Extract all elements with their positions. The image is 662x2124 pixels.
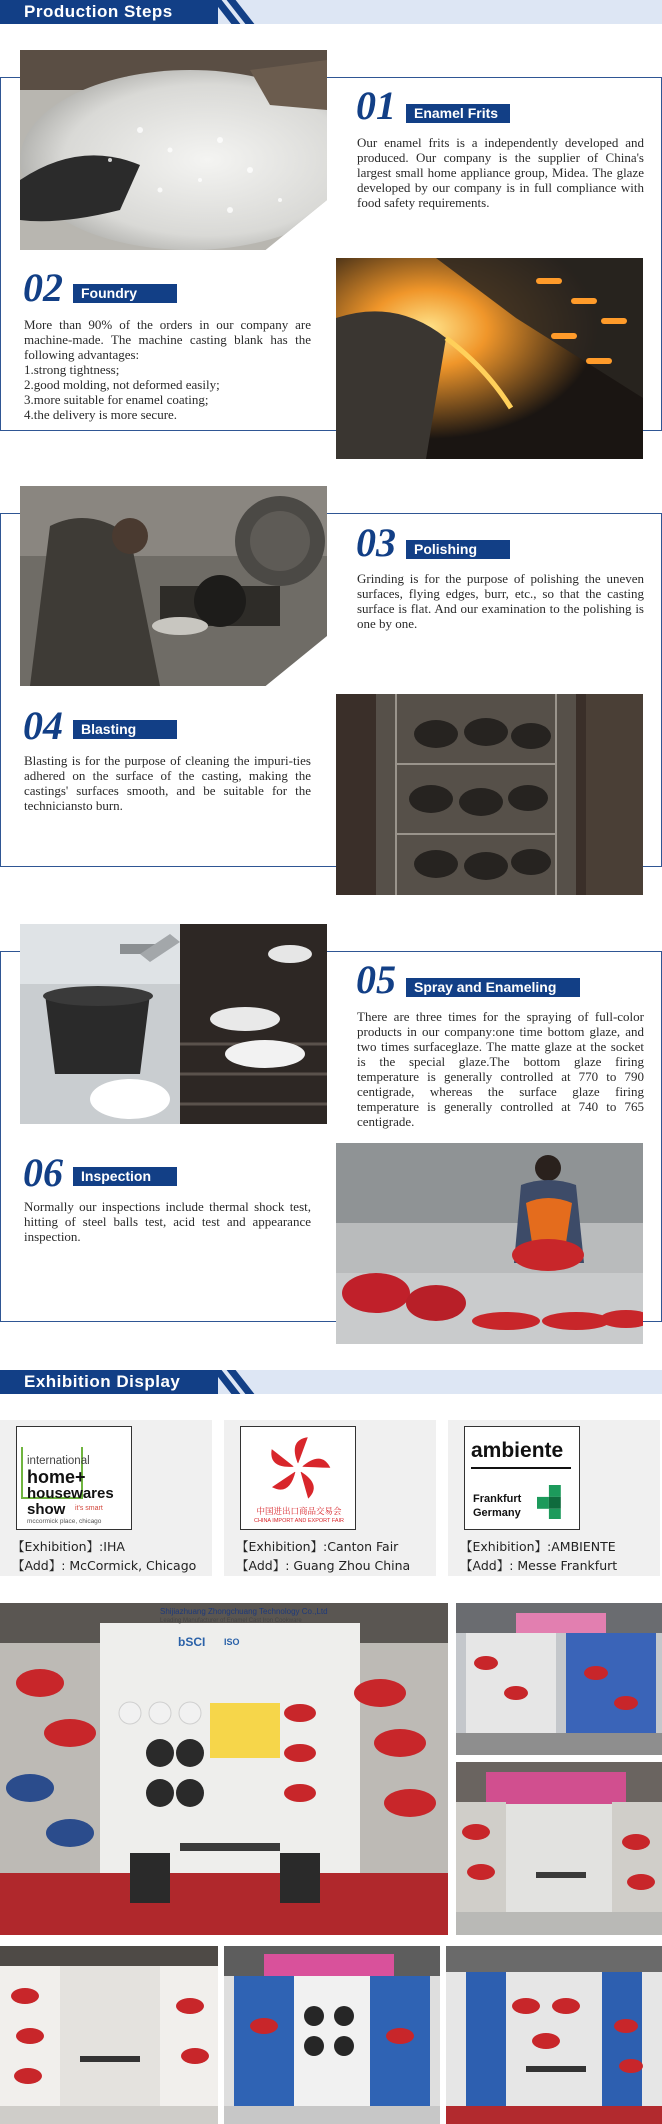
booth-photo-main (0, 1603, 448, 1935)
foundry-photo (336, 258, 643, 459)
exhibition-name: 【Exhibition】:AMBIENTE (460, 1539, 616, 1554)
description-text: 4.the delivery is more secure. (24, 407, 178, 422)
ambiente-logo (464, 1426, 580, 1530)
booth-photo (446, 1946, 662, 2124)
booth-sign-iso: ISO (224, 1637, 240, 1647)
polishing-photo (20, 486, 327, 686)
logo-text: international (27, 1455, 90, 1467)
exhibition-display-header (0, 1370, 662, 1394)
logo-tagline: it's smart (75, 1505, 103, 1512)
logo-cn-text: 中国进出口商品交易会 (256, 1507, 342, 1517)
step-number: 01 (356, 83, 396, 128)
step-number: 03 (356, 520, 396, 565)
step-number: 05 (356, 957, 396, 1002)
canton-flower-icon (263, 1433, 333, 1503)
canton-fair-logo (240, 1426, 356, 1530)
production-steps-header (0, 0, 662, 24)
logo-city: Frankfurt (473, 1493, 522, 1505)
exhibition-name: 【Exhibition】:Canton Fair (236, 1539, 399, 1554)
description-text: Normally our inspections include thermal shock test, hitting of steel balls test, acid test and appearance inspection. (24, 1199, 311, 1244)
exhibition-name: 【Exhibition】:IHA (12, 1539, 125, 1554)
step-title: Spray and Enameling (406, 978, 580, 997)
logo-text: show (27, 1501, 66, 1518)
exhibition-card-ambiente (448, 1420, 660, 1576)
description-text: More than 90% of the orders in our company are machine-made. The machine casting blank has the following advantages: (24, 317, 311, 362)
step-description (357, 135, 644, 210)
logo-name: ambiente (471, 1439, 564, 1462)
step-number: 02 (23, 265, 63, 310)
description-text: 3.more suitable for enamel coating; (24, 392, 209, 407)
booth-photo (224, 1946, 440, 2124)
exhibition-address: 【Add】: Guang Zhou China (236, 1558, 411, 1573)
booth-photo (0, 1946, 218, 2124)
step-title: Polishing (406, 540, 510, 559)
booth-sign-company: Shijiazhuang Zhongchuang Technology Co.,Ltd (160, 1607, 328, 1616)
description-text: 2.good molding, not deformed easily; (24, 377, 220, 392)
step-number: 04 (23, 703, 63, 748)
description-text: Blasting is for the purpose of cleaning the impuri-ties adhered on the surface of the casting, making the castings' surfaces smooth, and be suitable for the techniciansto burn. (24, 753, 311, 813)
enamel-frits-photo (20, 50, 327, 250)
booth-photo (456, 1603, 662, 1755)
step-title: Inspection (73, 1167, 177, 1186)
step-description (357, 1009, 644, 1129)
step-description (24, 1199, 311, 1244)
exhibition-card-iha (0, 1420, 212, 1576)
logo-en-text: CHINA IMPORT AND EXPORT FAIR (253, 1518, 345, 1524)
description-text: There are three times for the spraying of full-color products in our company:one time bottom glaze, and two times surfaceglaze. The matte glaze at the socket is the special glaze.The bottom glaze firing temperature is generally controlled at 770 to 790 centigrade, whereas the surface glaze firing temperature is generally controlled at 740 to 765 centigrade. (357, 1009, 644, 1129)
exhibition-card-canton-fair (224, 1420, 436, 1576)
logo-text: home+ (27, 1467, 86, 1487)
exhibition-address: 【Add】: Messe Frankfurt (460, 1558, 618, 1573)
booth-sign-bsci: bSCI (178, 1635, 206, 1649)
spray-enameling-photo (20, 924, 327, 1124)
step-description (24, 753, 311, 813)
step-title: Enamel Frits (406, 104, 510, 123)
inspection-photo (336, 1143, 643, 1344)
blasting-photo (336, 694, 643, 895)
section-title: Exhibition Display (0, 1370, 218, 1394)
logo-text: housewares (27, 1485, 114, 1502)
step-description (357, 571, 644, 631)
description-text: 1.strong tightness; (24, 362, 120, 377)
step-title: Foundry (73, 284, 177, 303)
description-text: Grinding is for the purpose of polishing the uneven surfaces, flying edges, burr, etc., so that the casting surface is flat. And our examination to the polishing is one by one. (357, 571, 644, 631)
booth-sign-tagline: Leading Manufacturer of Enamel Cast Iron Cookware (160, 1618, 302, 1624)
exhibition-address: 【Add】: McCormick, Chicago (12, 1558, 197, 1573)
step-number: 06 (23, 1150, 63, 1195)
description-text: Our enamel frits is a independently developed and produced. Our company is the supplier of China's largest small home appliance group, Midea. The glaze developed by our company is in full compliance with food safety requirements. (357, 135, 644, 210)
iha-logo (16, 1426, 132, 1530)
booth-photo (456, 1762, 662, 1935)
step-title: Blasting (73, 720, 177, 739)
ambiente-mark-icon (537, 1485, 571, 1519)
logo-subtext: mccormick place, chicago (27, 1518, 102, 1525)
logo-country: Germany (473, 1507, 521, 1519)
step-description (24, 317, 311, 422)
section-title: Production Steps (0, 0, 218, 24)
